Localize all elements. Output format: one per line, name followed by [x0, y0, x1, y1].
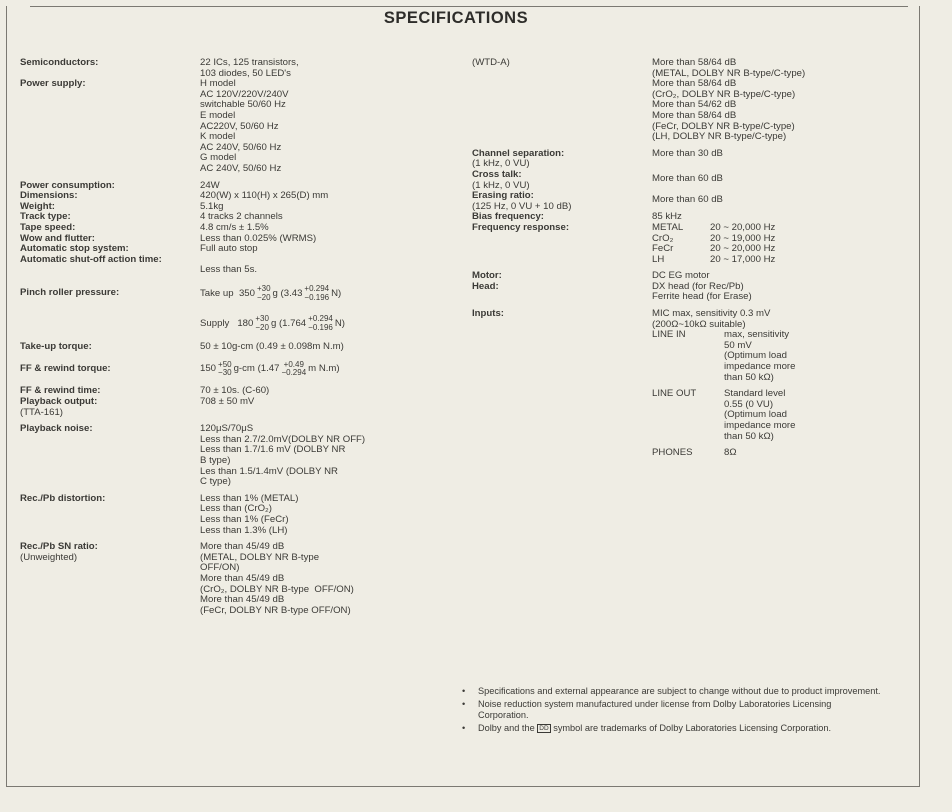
spec-sn-ratio	[20, 542, 465, 616]
spec-value: K model	[200, 131, 236, 143]
left-column	[20, 58, 465, 616]
spec-ff-torque	[20, 358, 465, 380]
spec-value: 708 ± 50 mV	[200, 396, 255, 408]
spec-value: Less than 5s.	[200, 264, 258, 276]
spec-label: Pinch roller pressure:	[20, 286, 120, 298]
spec-value: 4.8 cm/s ± 1.5%	[200, 221, 269, 233]
line-out-value: Standard level	[724, 388, 786, 400]
spec-sublabel: (125 Hz, 0 VU + 10 dB)	[472, 200, 572, 212]
spec-value: B type)	[200, 455, 231, 467]
pinch-supply-tail: N)	[334, 317, 345, 329]
line-out-value: (Optimum load	[724, 409, 787, 421]
bullet-icon: •	[462, 699, 466, 709]
spec-value: More than 58/64 dB	[652, 57, 737, 68]
spec-value: More than 30 dB	[652, 147, 723, 159]
spec-pinch-roller	[20, 282, 465, 336]
spec-label: Track type:	[20, 211, 71, 223]
spec-channel-separation	[472, 149, 912, 170]
pinch-supply-unit: g (1.764	[270, 317, 307, 329]
spec-value: More than 45/49 dB	[200, 572, 285, 584]
spec-label: (WTD-A)	[472, 57, 510, 68]
spec-erasing-ratio	[472, 191, 912, 212]
dolby-symbol-icon: DD	[539, 725, 549, 733]
spec-tape-speed	[20, 223, 465, 234]
spec-value: (CrO₂, DOLBY NR B-type OFF/ON)	[200, 583, 354, 595]
spec-label: Power supply:	[20, 78, 86, 90]
bullet-icon: •	[462, 723, 466, 733]
spec-label: Automatic stop system:	[20, 243, 129, 255]
spec-label: Automatic shut-off action time:	[20, 253, 162, 265]
spec-value: (METAL, DOLBY NR B-type	[200, 551, 320, 563]
spec-distortion	[20, 494, 465, 536]
line-in-name: LINE IN	[652, 329, 686, 341]
spec-label: Motor:	[472, 270, 502, 282]
spec-value: (FeCr, DOLBY NR B-type OFF/ON)	[200, 604, 351, 616]
pinch-supply	[200, 312, 465, 336]
spec-value: (LH, DOLBY NR B-type/C-type)	[652, 131, 787, 143]
line-in-value: (Optimum load	[724, 350, 787, 362]
spec-label: Tape speed:	[20, 221, 76, 233]
spec-label: Head:	[472, 280, 499, 292]
line-out	[652, 389, 912, 442]
spec-auto-shutoff	[20, 255, 465, 276]
spec-value: More than 58/64 dB	[652, 109, 737, 121]
spec-wtd	[472, 58, 912, 143]
spec-sublabel: (TTA-161)	[20, 406, 63, 418]
spec-label: FF & rewind time:	[20, 385, 101, 397]
freq-tape: LH	[652, 253, 665, 265]
spec-label: Weight:	[20, 200, 55, 212]
footnote-item	[462, 723, 882, 734]
spec-label: Take-up torque:	[20, 340, 92, 352]
pinch-takeup-name: Take up	[200, 287, 234, 299]
ff-torque-tolerance-n: +0.49 −0.294	[281, 359, 307, 378]
pinch-supply-tolerance-n: +0.294 −0.196	[308, 314, 333, 332]
phones	[652, 448, 912, 459]
footnotes	[462, 686, 882, 736]
freq-range: 20 ~ 17,000 Hz	[710, 253, 776, 265]
freq-range: 20 ~ 19,000 Hz	[710, 232, 776, 244]
ff-torque-base: 150	[200, 363, 217, 375]
spec-value: 50 ± 10g-cm (0.49 ± 0.098m N.m)	[200, 340, 344, 352]
footnote-item	[462, 686, 882, 697]
pinch-supply-name: Supply	[200, 317, 230, 329]
spec-label: Dimensions:	[20, 190, 78, 202]
spec-value: More than 45/49 dB	[200, 594, 285, 606]
spec-value: 70 ± 10s. (C-60)	[200, 385, 270, 397]
spec-value: (CrO₂, DOLBY NR B-type/C-type)	[652, 88, 796, 100]
spec-value: AC 240V, 50/60 Hz	[200, 141, 282, 153]
spec-sublabel: (1 kHz, 0 VU)	[472, 158, 530, 170]
spec-frequency-response	[472, 223, 912, 265]
spec-value: More than 60 dB	[652, 194, 723, 206]
spec-value: Less than (CrO₂)	[200, 503, 272, 515]
spec-value: DC EG motor	[652, 270, 710, 282]
pinch-takeup-tolerance-n: +0.294 −0.196	[304, 284, 330, 302]
spec-playback-output	[20, 397, 465, 418]
footnote-text: Specifications and external appearance are subject to change without due to product improvement.	[478, 686, 881, 696]
line-out-value: impedance more	[724, 420, 796, 431]
spec-value: 120μS/70μS	[200, 423, 254, 435]
freq-range: 20 ~ 20,000 Hz	[710, 243, 776, 255]
spec-value: AC 120V/220V/240V	[200, 88, 289, 100]
spec-value: AC220V, 50/60 Hz	[200, 120, 279, 132]
line-in-value: than 50 kΩ)	[724, 371, 774, 383]
spec-label: Wow and flutter:	[20, 232, 95, 244]
spec-playback-noise	[20, 424, 465, 488]
spec-head	[472, 282, 912, 303]
footnote-item	[462, 699, 882, 721]
spec-value: E model	[200, 109, 236, 121]
spec-value: 5.1kg	[200, 200, 224, 212]
spec-label: Power consumption:	[20, 179, 115, 191]
spec-label: Rec./Pb SN ratio:	[20, 541, 98, 553]
footnote-text: Noise reduction system manufactured under license from Dolby Laboratories Licensing Corporation.	[478, 699, 832, 720]
line-out-value: 0.55 (0 VU)	[724, 398, 774, 410]
spec-value: C type)	[200, 476, 231, 488]
spec-value: Less than 2.7/2.0mV(DOLBY NR OFF)	[200, 433, 366, 445]
spec-value: H model	[200, 78, 236, 90]
line-in-value: 50 mV	[724, 339, 752, 351]
line-out-name: LINE OUT	[652, 388, 697, 400]
spec-value: 22 ICs, 125 transistors,	[200, 57, 299, 68]
pinch-takeup-tolerance: +30 −20	[256, 284, 271, 302]
spec-dimensions	[20, 191, 465, 202]
spec-label: Bias frequency:	[472, 211, 544, 223]
spec-label: Channel separation:	[472, 147, 565, 159]
spec-label: Semiconductors:	[20, 57, 99, 68]
footnote-text	[478, 723, 831, 734]
spec-value: OFF/ON)	[200, 562, 240, 574]
footnote-text-part: Dolby and the	[478, 723, 535, 733]
spec-label: Cross talk:	[472, 168, 522, 180]
spec-value: (FeCr, DOLBY NR B-type/C-type)	[652, 120, 795, 132]
spec-takeup-torque	[20, 342, 465, 353]
spec-power-supply	[20, 79, 465, 174]
ff-torque-mid: g-cm (1.47	[233, 363, 280, 375]
spec-value: AC 240V, 50/60 Hz	[200, 162, 282, 174]
pinch-supply-tolerance: +30 −20	[255, 314, 269, 332]
spec-value: (METAL, DOLBY NR B-type/C-type)	[652, 67, 806, 79]
page-title: SPECIFICATIONS	[383, 9, 529, 27]
spec-label: Frequency response:	[472, 221, 570, 233]
spec-label: FF & rewind torque:	[20, 363, 111, 375]
spec-semiconductors	[20, 58, 465, 79]
spec-sublabel: (1 kHz, 0 VU)	[472, 179, 530, 191]
spec-label: Rec./Pb distortion:	[20, 492, 106, 504]
spec-value: Les than 1.5/1.4mV (DOLBY NR	[200, 465, 338, 477]
spec-label: Playback noise:	[20, 423, 93, 435]
spec-value: More than 60 dB	[652, 172, 723, 184]
bullet-icon: •	[462, 686, 466, 696]
right-column	[472, 58, 912, 459]
line-out-value: than 50 kΩ)	[724, 430, 774, 442]
spec-value: 85 kHz	[652, 211, 682, 223]
footnote-text-part: symbol are trademarks of Dolby Laboratories Licensing Corporation.	[553, 723, 832, 733]
spec-label: Inputs:	[472, 308, 504, 320]
line-in-value: impedance more	[724, 361, 796, 373]
line-in	[652, 330, 912, 383]
spec-label: Playback output:	[20, 396, 98, 408]
spec-value: MIC max, sensitivity 0.3 mV	[652, 308, 771, 320]
spec-value: Full auto stop	[200, 243, 258, 255]
freq-tape: METAL	[652, 221, 684, 233]
spec-value: More than 58/64 dB	[652, 78, 737, 90]
phones-value: 8Ω	[724, 447, 737, 459]
spec-value: Less than 1% (FeCr)	[200, 514, 289, 525]
spec-value: Less than 1% (METAL)	[200, 492, 299, 504]
spec-value: Ferrite head (for Erase)	[652, 291, 752, 303]
spec-inputs	[472, 309, 912, 459]
spec-value: 24W	[200, 179, 220, 191]
freq-tape: FeCr	[652, 243, 674, 255]
pinch-takeup-unit: g (3.43	[272, 287, 303, 299]
spec-value: 420(W) x 110(H) x 265(D) mm	[200, 190, 329, 202]
spec-value: Less than 1.7/1.6 mV (DOLBY NR	[200, 444, 346, 456]
spec-sublabel: (Unweighted)	[20, 551, 78, 563]
spec-value: DX head (for Rec/Pb)	[652, 280, 744, 292]
ff-torque-tail: m N.m)	[308, 363, 340, 375]
spec-value: More than 45/49 dB	[200, 541, 285, 553]
freq-tape: CrO₂	[652, 232, 674, 244]
pinch-takeup	[200, 282, 465, 306]
spec-value: More than 54/62 dB	[652, 99, 737, 111]
spec-value: Less than 1.3% (LH)	[200, 524, 288, 536]
ff-torque-tolerance: +50 −30	[218, 359, 232, 378]
line-in-value: max, sensitivity	[724, 329, 790, 341]
phones-name: PHONES	[652, 447, 693, 459]
spec-value: 4 tracks 2 channels	[200, 211, 283, 223]
pinch-takeup-base: 350	[238, 287, 255, 299]
spec-label: Erasing ratio:	[472, 190, 534, 202]
freq-range: 20 ~ 20,000 Hz	[710, 221, 776, 233]
spec-value: Less than 0.025% (WRMS)	[200, 232, 317, 244]
spec-value: 103 diodes, 50 LED's	[200, 67, 291, 79]
spec-value: switchable 50/60 Hz	[200, 99, 286, 111]
spec-value: G model	[200, 152, 237, 164]
spec-value: (200Ω~10kΩ suitable)	[652, 318, 746, 330]
spec-cross-talk	[472, 170, 912, 191]
pinch-takeup-tail: N)	[331, 287, 342, 299]
pinch-supply-base: 180	[237, 317, 254, 329]
